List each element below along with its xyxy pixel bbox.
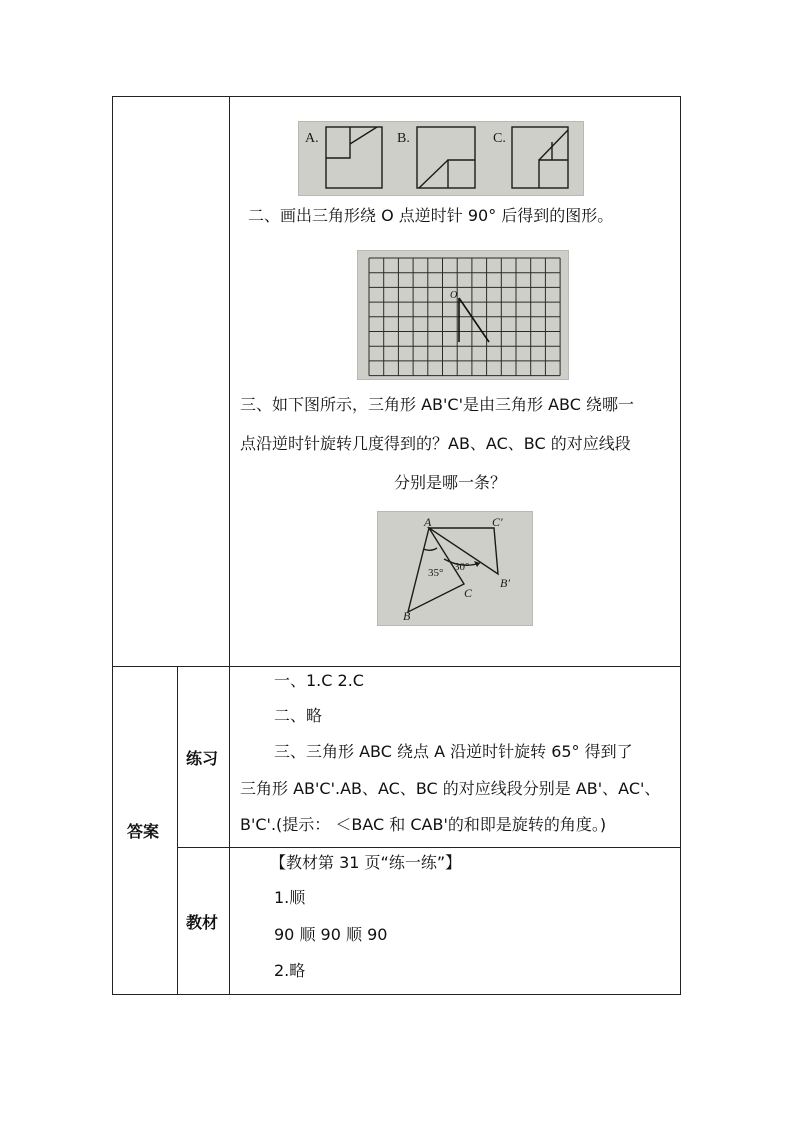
figure-grid bbox=[357, 250, 569, 380]
table-divider-textbook bbox=[177, 847, 681, 848]
textbook-line-2: 1.顺 bbox=[274, 888, 306, 907]
question-2-text: 二、画出三角形绕 O 点逆时针 90° 后得到的图形。 bbox=[248, 206, 614, 225]
figure-square-options bbox=[298, 121, 584, 196]
option-label-c: C. bbox=[493, 131, 506, 146]
vertex-a-label: A bbox=[424, 515, 432, 529]
answers-section-label: 答案 bbox=[127, 822, 160, 841]
practice-line-5: B'C'.(提示： ＜BAC 和 CAB'的和即是旋转的角度。) bbox=[240, 815, 607, 834]
table-divider-label bbox=[177, 666, 178, 995]
textbook-line-1: 【教材第 31 页“练一练”】 bbox=[270, 853, 462, 872]
point-o-label: O bbox=[450, 290, 458, 301]
question-3-line-1: 三、如下图所示，三角形 AB'C'是由三角形 ABC 绕哪一 bbox=[240, 395, 634, 414]
option-label-b: B. bbox=[397, 131, 410, 146]
textbook-line-4: 2.略 bbox=[274, 961, 306, 980]
practice-line-4: 三角形 AB'C'.AB、AC、BC 的对应线段分别是 AB'、AC'、 bbox=[240, 779, 661, 798]
table-divider-content bbox=[229, 96, 230, 995]
table-border-top bbox=[112, 96, 681, 97]
vertex-b-label: B bbox=[403, 609, 411, 623]
table-border-right bbox=[680, 96, 681, 995]
vertex-c-label: C bbox=[464, 586, 473, 600]
practice-label: 练习 bbox=[186, 749, 219, 768]
practice-line-2: 二、略 bbox=[274, 706, 323, 725]
textbook-line-3: 90 顺 90 顺 90 bbox=[274, 925, 388, 944]
vertex-b-prime-label: B′ bbox=[500, 576, 510, 590]
table-border-left bbox=[112, 96, 113, 995]
table-border-bottom bbox=[112, 994, 681, 995]
practice-line-3: 三、三角形 ABC 绕点 A 沿逆时针旋转 65° 得到了 bbox=[274, 742, 633, 761]
figure-rotated-triangles bbox=[377, 511, 533, 626]
question-3-line-2: 点沿逆时针旋转几度得到的？AB、AC、BC 的对应线段 bbox=[240, 434, 631, 453]
textbook-label: 教材 bbox=[186, 913, 219, 932]
practice-line-1: 一、1.C 2.C bbox=[274, 671, 364, 690]
table-divider-answers bbox=[112, 666, 681, 667]
option-label-a: A. bbox=[305, 131, 319, 146]
question-3-line-3: 分别是哪一条？ bbox=[394, 473, 507, 492]
angle-30-label: 30° bbox=[454, 561, 470, 573]
vertex-c-prime-label: C′ bbox=[492, 515, 503, 529]
angle-35-label: 35° bbox=[428, 567, 444, 579]
